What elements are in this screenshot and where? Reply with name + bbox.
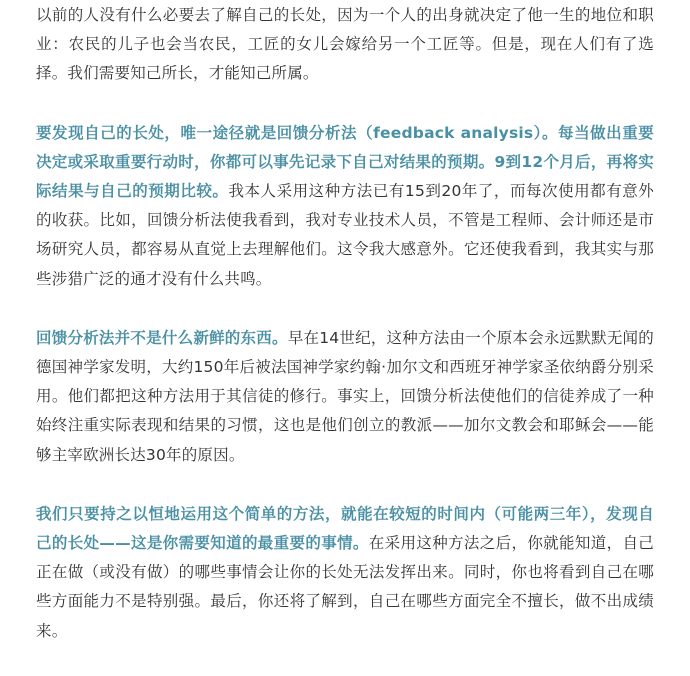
paragraph-1	[36, 1, 654, 89]
paragraph-1-text: 以前的人没有什么必要去了解自己的长处，因为一个人的出身就决定了他一生的地位和职业：农民的儿子也会当农民，工匠的女儿会嫁给另一个工匠等。但是，现在人们有了选择。我们需要知己所长，才能知己所属。	[36, 6, 654, 83]
paragraph-4	[36, 500, 654, 646]
paragraph-3-text: 早在14世纪，这种方法由一个原本会永远默默无闻的德国神学家发明，大约150年后被法国神学家约翰·加尔文和西班牙神学家圣依纳爵分别采用。他们都把这种方法用于其信徒的修行。事实上，回馈分析法使他们的信徒养成了一种始终注重实际表现和结果的习惯，这也是他们创立的教派——加尔文教会和耶稣会——能够主宰欧洲长达30年的原因。	[36, 328, 654, 464]
paragraph-4-highlight: 我们只要持之以恒地运用这个简单的方法，就能在较短的时间内（可能两三年），发现自己的长处——这是你需要知道的最重要的事情。	[36, 504, 654, 553]
paragraph-2-text: 我本人采用这种方法已有15到20年了，而每次使用都有意外的收获。比如，回馈分析法使我看到，我对专业技术人员，不管是工程师、会计师还是市场研究人员，都容易从直觉上去理解他们。这令我大感意外。它还使我看到，我其实与那些涉猎广泛的通才没有什么共鸣。	[36, 182, 654, 288]
paragraph-3-highlight: 回馈分析法并不是什么新鲜的东西。	[36, 328, 288, 347]
paragraph-3	[36, 324, 654, 470]
paragraph-2	[36, 119, 654, 294]
paragraph-2-highlight: 要发现自己的长处，唯一途径就是回馈分析法（feedback analysis）。每当做出重要决定或采取重要行动时，你都可以事先记录下自己对结果的预期。9到12个月后，再将实际结果与自己的预期比较。	[36, 123, 654, 201]
paragraph-4-text: 在采用这种方法之后，你就能知道，自己正在做（或没有做）的哪些事情会让你的长处无法发挥出来。同时，你也将看到自己在哪些方面能力不是特别强。最后，你还将了解到，自己在哪些方面完全不擅长，做不出成绩来。	[36, 534, 654, 640]
